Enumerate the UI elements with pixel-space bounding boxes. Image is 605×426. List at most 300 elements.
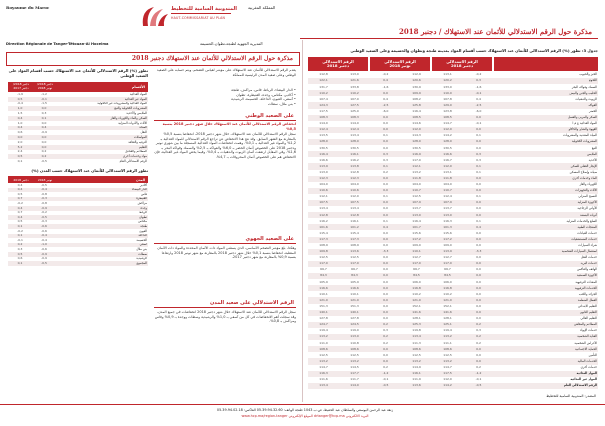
value-cell: 0,1 bbox=[8, 159, 32, 164]
row-label: الكهرباء والغاز bbox=[494, 182, 598, 188]
value-cell: 127,8 bbox=[339, 316, 370, 322]
value-cell: 0,5 bbox=[8, 154, 32, 159]
value-cell: 0,0 bbox=[463, 206, 494, 212]
row-label: الرباط bbox=[56, 211, 148, 216]
value-cell: 0,4 bbox=[32, 126, 56, 131]
value-cell: 108,5 bbox=[401, 115, 432, 121]
value-cell: 113,2 bbox=[339, 358, 370, 364]
value-cell: 0,4 bbox=[370, 78, 401, 84]
value-cell: 0,0 bbox=[463, 237, 494, 243]
value-cell: 108,6 bbox=[432, 346, 463, 352]
value-cell: -1,2 bbox=[463, 371, 494, 377]
value-cell: 0,1 bbox=[370, 163, 401, 169]
row-label: الحماية الاجتماعية bbox=[494, 346, 598, 352]
value-cell: 112,0 bbox=[432, 127, 463, 133]
value-cell: 113,4 bbox=[339, 206, 370, 212]
row-label: الجرائد والكتب bbox=[494, 291, 598, 297]
value-cell: 113,8 bbox=[339, 163, 370, 169]
value-cell: 0,4 bbox=[463, 224, 494, 230]
value-cell: 0,0 bbox=[463, 145, 494, 151]
value-cell: 111,1 bbox=[432, 340, 463, 346]
value-cell: 113,7 bbox=[432, 206, 463, 212]
value-cell: 106,0 bbox=[432, 279, 463, 285]
value-cell: 0,0 bbox=[32, 121, 56, 126]
value-cell: 130,5 bbox=[432, 145, 463, 151]
value-cell: 110,2 bbox=[401, 291, 432, 297]
left-inner-title-box bbox=[6, 52, 300, 66]
row-label: أكادير bbox=[56, 183, 148, 188]
value-cell: 117,2 bbox=[401, 237, 432, 243]
table1-title: تطور (%) الرقم الاستدلالي للأثمان عند الاستهلاك حسب أقسام المواد على الصعيد الوطني bbox=[8, 68, 148, 78]
row-label: وجدة bbox=[56, 206, 148, 211]
row-label: فاس bbox=[56, 192, 148, 197]
value-cell: 0,1 bbox=[32, 116, 56, 121]
row-label: خدمات أخرى bbox=[494, 365, 598, 371]
value-cell: -0,1 bbox=[32, 97, 56, 102]
value-cell: -0,3 bbox=[32, 220, 56, 225]
value-cell: -0,6 bbox=[32, 247, 56, 252]
row-label: مواد وخدمات أخرى bbox=[56, 154, 148, 159]
value-cell: 112,8 bbox=[308, 72, 339, 78]
main-title bbox=[300, 24, 598, 38]
row-label: النسيج المنزلي bbox=[494, 194, 598, 200]
section3-body: سجل الرقم الاستدلالي للأثمان عند الاستهلاك خلال شهر دجنبر 2018 انخفاضات في جميع المدن، وقد سجلت أهم الانخفاضات في كل من آسفي بـ 1,0% والرشيدية وسطات ووجدة بـ 0,9% وفاس ومراكش بـ 0,8%. bbox=[154, 310, 296, 324]
value-cell: 0,2 bbox=[32, 154, 56, 159]
value-cell: 112,5 bbox=[401, 194, 432, 200]
row-label: العيون bbox=[56, 229, 148, 234]
main-title-text: مذكرة حول الرقم الاستدلالي للأثمان عند الاستهلاك / دجنبر 2018 bbox=[399, 26, 592, 36]
value-cell: 116,1 bbox=[339, 151, 370, 157]
value-cell: 117,0 bbox=[339, 261, 370, 267]
row-label: الهاتف والفاكس bbox=[494, 267, 598, 273]
value-cell: 108,3 bbox=[339, 115, 370, 121]
row-label: الخضر bbox=[494, 109, 598, 115]
value-cell: -0,4 bbox=[32, 234, 56, 239]
row-label: السكر والمربى والعسل bbox=[494, 115, 598, 121]
value-cell: 0,0 bbox=[463, 176, 494, 182]
row-label: المواصلات bbox=[56, 135, 148, 140]
value-cell: 116,2 bbox=[339, 157, 370, 163]
value-cell: 0,4 bbox=[463, 96, 494, 102]
value-cell: 152,1 bbox=[432, 304, 463, 310]
value-cell: 113,7 bbox=[401, 206, 432, 212]
value-cell: -0,8 bbox=[32, 201, 56, 206]
value-cell: 0,4 bbox=[8, 126, 32, 131]
value-cell: 117,5 bbox=[432, 371, 463, 377]
value-cell: 151,3 bbox=[308, 304, 339, 310]
value-cell: 0,0 bbox=[370, 188, 401, 194]
section2-title: على الصعيد الجهوي bbox=[245, 236, 294, 242]
value-cell: 128,0 bbox=[308, 139, 339, 145]
value-cell: 113,6 bbox=[339, 249, 370, 255]
value-cell: -0,1 bbox=[370, 377, 401, 383]
value-cell: 152,1 bbox=[401, 304, 432, 310]
value-cell: 108,9 bbox=[339, 243, 370, 249]
value-cell: 110,1 bbox=[339, 291, 370, 297]
value-cell: 110,1 bbox=[401, 249, 432, 255]
value-cell: 0,4 bbox=[8, 215, 32, 220]
value-cell: 112,4 bbox=[308, 127, 339, 133]
value-cell: 114,7 bbox=[308, 365, 339, 371]
row-label: خدمات المستشفيات bbox=[494, 237, 598, 243]
value-cell: 66,7 bbox=[308, 267, 339, 273]
value-cell: 0,4 bbox=[370, 96, 401, 102]
value-cell: 117,0 bbox=[401, 157, 432, 163]
value-cell: 108,3 bbox=[308, 115, 339, 121]
intro-paragraph: يقدم الرقم الاستدلالي للأثمان عند الاستهلاك على مؤشر لقياس التضخم، ويتم حسابه على الصعيد الوطني وعلى صعيد المدن الرئيسية للمملكة bbox=[156, 68, 296, 77]
row-label: الأجهزة السمعية bbox=[494, 273, 598, 279]
value-cell: 0,0 bbox=[463, 304, 494, 310]
value-cell: 110,7 bbox=[401, 188, 432, 194]
value-cell: 0,0 bbox=[370, 145, 401, 151]
value-cell: 107,4 bbox=[308, 96, 339, 102]
col-group-1-sub: دجنبر 2018 bbox=[326, 63, 350, 68]
row-label: الرشيدية bbox=[56, 257, 148, 262]
value-cell: 114,0 bbox=[308, 121, 339, 127]
value-cell: -1,6 bbox=[370, 84, 401, 90]
value-cell: 116,3 bbox=[308, 371, 339, 377]
value-cell: 2,4 bbox=[8, 150, 32, 155]
value-cell: 2,0 bbox=[8, 140, 32, 145]
value-cell: 116,4 bbox=[308, 151, 339, 157]
row-label: خدمات الإيواء bbox=[494, 328, 598, 334]
value-cell: 0,2 bbox=[8, 243, 32, 248]
footer-address: زنقة عبد الرحمن اليوسفي والسلطان عبد الحفيظ، ص.ب 1043 طنجة الهاتف: 05.39.94.32.60 الفاكس: 05.39.94.02.18 bbox=[216, 408, 394, 412]
value-cell: 128,1 bbox=[401, 316, 432, 322]
value-cell: -6,0 bbox=[370, 109, 401, 115]
value-cell: 0,0 bbox=[463, 230, 494, 236]
value-cell: 0,0 bbox=[463, 182, 494, 188]
value-cell: 116,6 bbox=[432, 151, 463, 157]
value-cell: 0,2 bbox=[370, 322, 401, 328]
value-cell: 110,6 bbox=[339, 188, 370, 194]
table2-head-col1: دجنبر 2018 bbox=[13, 177, 29, 182]
value-cell: 0,2 bbox=[463, 365, 494, 371]
value-cell: 104,0 bbox=[401, 182, 432, 188]
value-cell: 113,5 bbox=[308, 133, 339, 139]
value-cell: 0,0 bbox=[370, 176, 401, 182]
row-label: التبغ bbox=[494, 145, 598, 151]
row-label: الخدمات المالية bbox=[494, 358, 598, 364]
value-cell: 113,9 bbox=[432, 249, 463, 255]
value-cell: 0,1 bbox=[8, 224, 32, 229]
row-label: التأمين bbox=[494, 352, 598, 358]
value-cell: 112,0 bbox=[432, 163, 463, 169]
bullet-item: • الدار البيضاء، الرباط، فاس، مراكش، طنجة bbox=[154, 88, 296, 93]
row-label: المواد غير الغذائية bbox=[56, 97, 148, 102]
page-footer bbox=[0, 404, 605, 426]
value-cell: 0,0 bbox=[370, 267, 401, 273]
direction-ar: المديرية الجهوية لطنجة-تطوان-الحسيمة bbox=[200, 41, 263, 46]
row-label: الرقم الاستدلالي العام bbox=[56, 159, 148, 164]
table2-header bbox=[8, 176, 148, 183]
value-cell: 114,2 bbox=[432, 133, 463, 139]
value-cell: -0,2 bbox=[32, 211, 56, 216]
value-cell: 0,1 bbox=[463, 170, 494, 176]
value-cell: 0,2 bbox=[370, 340, 401, 346]
value-cell: 0,6 bbox=[8, 130, 32, 135]
row-label: مراكش bbox=[56, 201, 148, 206]
row-label: السلع والخدمات المنزلية bbox=[494, 218, 598, 224]
value-cell: 0,4 bbox=[370, 224, 401, 230]
value-cell: 141,6 bbox=[401, 310, 432, 316]
row-label: المطاعم والفنادق bbox=[56, 150, 148, 155]
value-cell: 116,3 bbox=[432, 218, 463, 224]
value-cell: -1,6 bbox=[463, 84, 494, 90]
col-group-1-label: الرقم الاستدلالي bbox=[322, 58, 354, 64]
value-cell: 121,0 bbox=[308, 297, 339, 303]
row-label: استعمال السيارات الشخصية bbox=[494, 249, 598, 255]
row-label: الأجهزة المنزلية bbox=[494, 200, 598, 206]
value-cell: -0,2 bbox=[8, 201, 32, 206]
col-group-1 bbox=[308, 57, 368, 71]
value-cell: 112,5 bbox=[432, 352, 463, 358]
value-cell: 0,2 bbox=[370, 170, 401, 176]
row-label: الداخلة bbox=[56, 234, 148, 239]
row-label: العطل المنظمة bbox=[494, 297, 598, 303]
value-cell: 0,6 bbox=[8, 257, 32, 262]
kingdom-caption-fr: Royaume du Maroc bbox=[6, 5, 50, 10]
value-cell: -1,5 bbox=[32, 102, 56, 107]
section3-title: الرقم الاستدلالي على صعيد المدن bbox=[210, 300, 294, 306]
value-cell: 113,6 bbox=[401, 383, 432, 389]
value-cell: 113,0 bbox=[432, 212, 463, 218]
value-cell: 111,6 bbox=[308, 377, 339, 383]
value-cell: 0,3 bbox=[463, 151, 494, 157]
value-cell: 115,6 bbox=[432, 230, 463, 236]
row-label: المواد الغذائية bbox=[56, 92, 148, 97]
value-cell: 0,0 bbox=[370, 358, 401, 364]
section3-heading bbox=[154, 300, 296, 308]
value-cell: 116,2 bbox=[308, 218, 339, 224]
row-label: الملابس والأحذية bbox=[56, 111, 148, 116]
col-group-2 bbox=[370, 57, 430, 71]
bullet-item: • بني ملال، سطات bbox=[154, 102, 296, 107]
value-cell: 124,7 bbox=[308, 322, 339, 328]
row-label: شراء السيارات bbox=[494, 243, 598, 249]
value-cell: 104,0 bbox=[339, 182, 370, 188]
value-cell: 0,1 bbox=[8, 261, 32, 266]
value-cell: 116,9 bbox=[401, 151, 432, 157]
value-cell: -0,9 bbox=[32, 206, 56, 211]
row-label: الأحذية bbox=[494, 157, 598, 163]
value-cell: 0,5 bbox=[8, 252, 32, 257]
col-group-3-label: الرقم الاستدلالي bbox=[446, 58, 478, 64]
table-row bbox=[8, 261, 148, 266]
value-cell: 108,6 bbox=[339, 346, 370, 352]
value-cell: -0,9 bbox=[32, 257, 56, 262]
value-cell: 130,9 bbox=[401, 84, 432, 90]
row-label: أدوات البستنة bbox=[494, 212, 598, 218]
value-cell: 117,0 bbox=[308, 261, 339, 267]
table-row bbox=[308, 383, 598, 389]
value-cell: 0,0 bbox=[370, 297, 401, 303]
table2-head-col2: نونبر 2018 bbox=[37, 177, 53, 182]
value-cell: 109,0 bbox=[432, 243, 463, 249]
value-cell: 0,0 bbox=[463, 212, 494, 218]
row-label: الأثاث والأدوات المنزلية bbox=[56, 121, 148, 126]
row-label: الترفيه والثقافة bbox=[56, 140, 148, 145]
value-cell: 0,2 bbox=[32, 150, 56, 155]
row-label: طنجة bbox=[56, 224, 148, 229]
value-cell: 0,0 bbox=[370, 230, 401, 236]
value-cell: 101,3 bbox=[432, 224, 463, 230]
row-label: المطاعم والمقاهي bbox=[494, 322, 598, 328]
value-cell: -0,3 bbox=[32, 197, 56, 202]
value-cell: 112,8 bbox=[339, 170, 370, 176]
value-cell: 108,5 bbox=[432, 115, 463, 121]
value-cell: 0,2 bbox=[370, 334, 401, 340]
table2 bbox=[8, 183, 148, 266]
value-cell: 125,3 bbox=[401, 322, 432, 328]
row-label: تطوان bbox=[56, 215, 148, 220]
value-cell: 0,0 bbox=[463, 115, 494, 121]
value-cell: 114,0 bbox=[339, 121, 370, 127]
value-cell: 66,7 bbox=[339, 267, 370, 273]
row-label: السكن والماء والكهرباء والغاز bbox=[56, 116, 148, 121]
row-label: الزيوت والدهنيات bbox=[494, 96, 598, 102]
value-cell: 0,0 bbox=[370, 90, 401, 96]
title-underline bbox=[300, 38, 598, 39]
value-cell: 101,2 bbox=[339, 224, 370, 230]
value-cell: 66,7 bbox=[401, 267, 432, 273]
row-label: صيانة وإصلاح المسكن bbox=[494, 170, 598, 176]
value-cell: 0,5 bbox=[8, 220, 32, 225]
value-cell: 107,5 bbox=[308, 200, 339, 206]
value-cell: -0,4 bbox=[32, 188, 56, 193]
value-cell: 112,0 bbox=[432, 377, 463, 383]
col-group-2-label: الرقم الاستدلالي bbox=[384, 58, 416, 64]
value-cell: 112,5 bbox=[339, 352, 370, 358]
col-group-3-sub: دجنبر 2018 bbox=[450, 63, 474, 68]
value-cell: 107,9 bbox=[401, 200, 432, 206]
row-label: المواد الغذائية والمشروبات غير الكحولية bbox=[56, 102, 148, 107]
value-cell: 140,1 bbox=[339, 310, 370, 316]
value-cell: 112,7 bbox=[432, 255, 463, 261]
value-cell: -1,9 bbox=[8, 92, 32, 97]
value-cell: 110,2 bbox=[308, 90, 339, 96]
bullet-item: • أكادير، مكناس، وجدة، القنيطرة، تطوان bbox=[154, 93, 296, 98]
row-label: الحليب والجبن والبيض bbox=[494, 90, 598, 96]
value-cell: 116,7 bbox=[432, 157, 463, 163]
value-cell: 0,1 bbox=[370, 194, 401, 200]
value-cell: 113,1 bbox=[432, 170, 463, 176]
value-cell: 110,8 bbox=[339, 340, 370, 346]
value-cell: 0,0 bbox=[370, 255, 401, 261]
value-cell: 104,0 bbox=[308, 182, 339, 188]
value-cell: 112,5 bbox=[401, 352, 432, 358]
value-cell: 116,1 bbox=[339, 218, 370, 224]
row-label: التعليم الابتدائي bbox=[494, 304, 598, 310]
value-cell: 0,3 bbox=[463, 78, 494, 84]
value-cell: 0,4 bbox=[8, 116, 32, 121]
value-cell: 0,2 bbox=[463, 322, 494, 328]
value-cell: 117,7 bbox=[339, 371, 370, 377]
value-cell: 0,0 bbox=[463, 255, 494, 261]
value-cell: 130,5 bbox=[308, 145, 339, 151]
value-cell: 1,0 bbox=[8, 106, 32, 111]
right-table-title: جدول 3: تطور (%) الرقم الاستدلالي للأثمان عند الاستهلاك حسب أقسام المواد بمدينة طنجة وتطوان والحسيمة وعلى الصعيد الوطني bbox=[350, 48, 598, 53]
value-cell: 0,0 bbox=[370, 261, 401, 267]
value-cell: -0,2 bbox=[463, 72, 494, 78]
value-cell: 0,0 bbox=[370, 115, 401, 121]
value-cell: 0,0 bbox=[370, 139, 401, 145]
value-cell: 101,6 bbox=[308, 224, 339, 230]
row-label-header bbox=[494, 57, 598, 71]
value-cell: 112,4 bbox=[432, 194, 463, 200]
row-label: خدمات البريد bbox=[494, 261, 598, 267]
value-cell: 112,5 bbox=[308, 352, 339, 358]
value-cell: -0,2 bbox=[8, 229, 32, 234]
value-cell: 119,4 bbox=[432, 328, 463, 334]
value-cell: 112,0 bbox=[339, 194, 370, 200]
value-cell: 128,0 bbox=[339, 139, 370, 145]
section2-body: وهكذا، بلغ مؤشر التضخم الأساسي، الذي يستثني المواد ذات الأثمان المحددة والمواد ذات الأثمان المتقلبة، انخفاضا بنسبة 0,1% خلال شهر دجنبر 2018 بالمقارنة مع شهر نونبر 2018 وارتفاعا بنسبة 0,9% بالمقارنة مع شهر دجنبر 2017. bbox=[157, 246, 296, 260]
value-cell: 0,0 bbox=[463, 261, 494, 267]
value-cell: 0,0 bbox=[370, 206, 401, 212]
value-cell: 110,2 bbox=[432, 291, 463, 297]
value-cell: 84,3 bbox=[339, 273, 370, 279]
value-cell: 0,0 bbox=[463, 358, 494, 364]
value-cell: 0,0 bbox=[463, 285, 494, 291]
value-cell: 107,0 bbox=[339, 96, 370, 102]
value-cell: 0,3 bbox=[370, 151, 401, 157]
row-label: السمك وفواكه البحر bbox=[494, 84, 598, 90]
value-cell: 117,3 bbox=[339, 237, 370, 243]
value-cell: 114,3 bbox=[401, 133, 432, 139]
value-cell: 113,2 bbox=[308, 358, 339, 364]
row-label: المياه المعدنية والمشروبات bbox=[494, 133, 598, 139]
value-cell: 0,1 bbox=[370, 133, 401, 139]
value-cell: 0,2 bbox=[463, 340, 494, 346]
value-cell: 105,9 bbox=[339, 279, 370, 285]
value-cell: 112,4 bbox=[339, 127, 370, 133]
value-cell: 113,2 bbox=[401, 358, 432, 364]
value-cell: 121,0 bbox=[432, 297, 463, 303]
value-cell: 125,0 bbox=[339, 109, 370, 115]
value-cell: 109,9 bbox=[401, 90, 432, 96]
direction-fr: Direction Régionale de Tanger-Tétouan-Al Hoceima bbox=[6, 42, 109, 46]
value-cell: 0,0 bbox=[32, 135, 56, 140]
value-cell: 0,1 bbox=[463, 163, 494, 169]
value-cell: 0,1 bbox=[370, 218, 401, 224]
value-cell: 84,5 bbox=[432, 273, 463, 279]
value-cell: 117,5 bbox=[308, 109, 339, 115]
value-cell: 112,3 bbox=[339, 176, 370, 182]
value-cell: 113,4 bbox=[308, 206, 339, 212]
value-cell: -0,5 bbox=[32, 261, 56, 266]
row-label: المواد غير الغذائية bbox=[494, 377, 598, 383]
value-cell: 111,3 bbox=[401, 340, 432, 346]
row-label: المشروبات الكحولية bbox=[494, 139, 598, 145]
value-cell: 117,2 bbox=[432, 237, 463, 243]
row-label: الحسيمة bbox=[56, 238, 148, 243]
value-cell: -0,5 bbox=[463, 383, 494, 389]
value-cell: 0,3 bbox=[370, 157, 401, 163]
value-cell: 141,6 bbox=[432, 310, 463, 316]
value-cell: 0,0 bbox=[463, 200, 494, 206]
value-cell: -0,1 bbox=[8, 238, 32, 243]
value-cell: 121,0 bbox=[339, 297, 370, 303]
value-cell: 117,3 bbox=[308, 237, 339, 243]
value-cell: 84,3 bbox=[308, 273, 339, 279]
section2-heading bbox=[154, 236, 296, 244]
row-label: المنتجات الطبية bbox=[494, 224, 598, 230]
agency-name-ar: المندوبية السامية للتخطيط bbox=[171, 6, 237, 12]
value-cell: 0,0 bbox=[463, 279, 494, 285]
value-cell: 0,0 bbox=[463, 127, 494, 133]
value-cell: -0,4 bbox=[32, 238, 56, 243]
